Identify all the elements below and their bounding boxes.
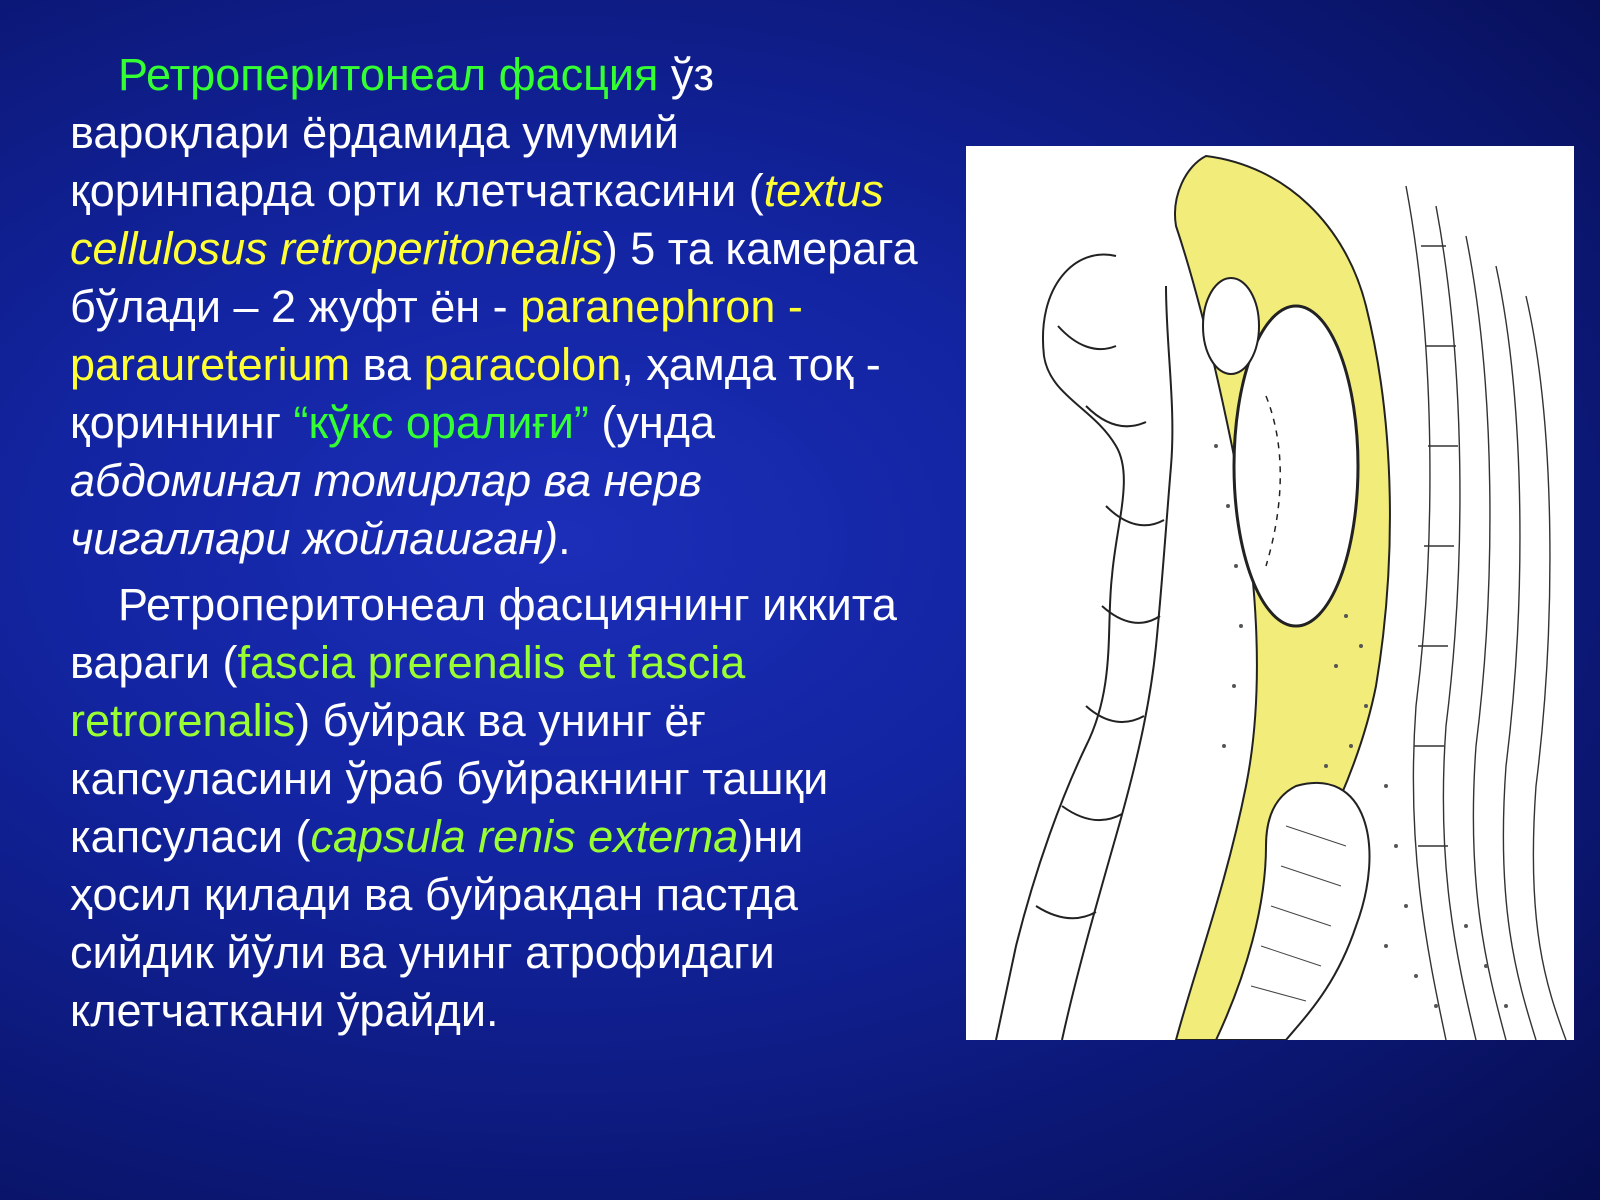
colon-inner-outline: [1062, 286, 1172, 1040]
colon-outline: [996, 254, 1124, 1040]
term-paranephron: paranephron - paraureterium: [70, 281, 803, 390]
paragraph-1: [70, 46, 920, 568]
paragraph-2-text-b: ) буйрак ва унинг ёғ капсуласини ўраб буйракнинг ташқи капсуласи (: [70, 695, 829, 862]
paragraph-1-text-f: .: [558, 513, 571, 564]
term-capsula-renis-externa: capsula renis externa: [310, 811, 739, 862]
paragraph-1-text-c: ва: [350, 339, 424, 390]
paragraph-1-italic-text: абдоминал томирлар ва нерв чигаллари жойлашган): [70, 455, 702, 564]
term-retroperitoneal-fascia: Ретроперитонеал фасция: [118, 49, 659, 100]
term-textus-cellulosus: textus cellulosus retroperitonealis: [70, 165, 884, 274]
muscle-bands: [1406, 186, 1446, 1040]
paragraph-1-text-a: ўз вароқлари ёрдамида умумий қоринпарда орти клетчаткасини (: [70, 49, 764, 216]
anatomical-figure: [966, 146, 1574, 1040]
anatomical-section-illustration-icon: [966, 146, 1574, 1040]
slide-text: [70, 46, 920, 1040]
paragraph-2-text-a: Ретроперитонеал фасциянинг иккита вараги (: [70, 579, 897, 688]
paragraph-2: [70, 576, 920, 1040]
paragraph-1-text-b: ) 5 та камерага бўлади – 2 жуфт ён -: [70, 223, 918, 332]
term-kuks-oraligi: “кўкс оралиғи”: [293, 397, 589, 448]
paragraph-1-text-e: (унда: [588, 397, 715, 448]
paragraph-1-text-d: , ҳамда тоқ - қориннинг: [70, 339, 881, 448]
term-paracolon: paracolon: [423, 339, 622, 390]
paragraph-2-text-c: )ни ҳосил қилади ва буйракдан пастда сийдик йўли ва унинг атрофидаги клетчаткани ўрайди.: [70, 811, 804, 1036]
adrenal-outline: [1203, 278, 1259, 374]
term-fascia-prerenalis: fascia prerenalis et fascia retrorenalis: [70, 637, 746, 746]
